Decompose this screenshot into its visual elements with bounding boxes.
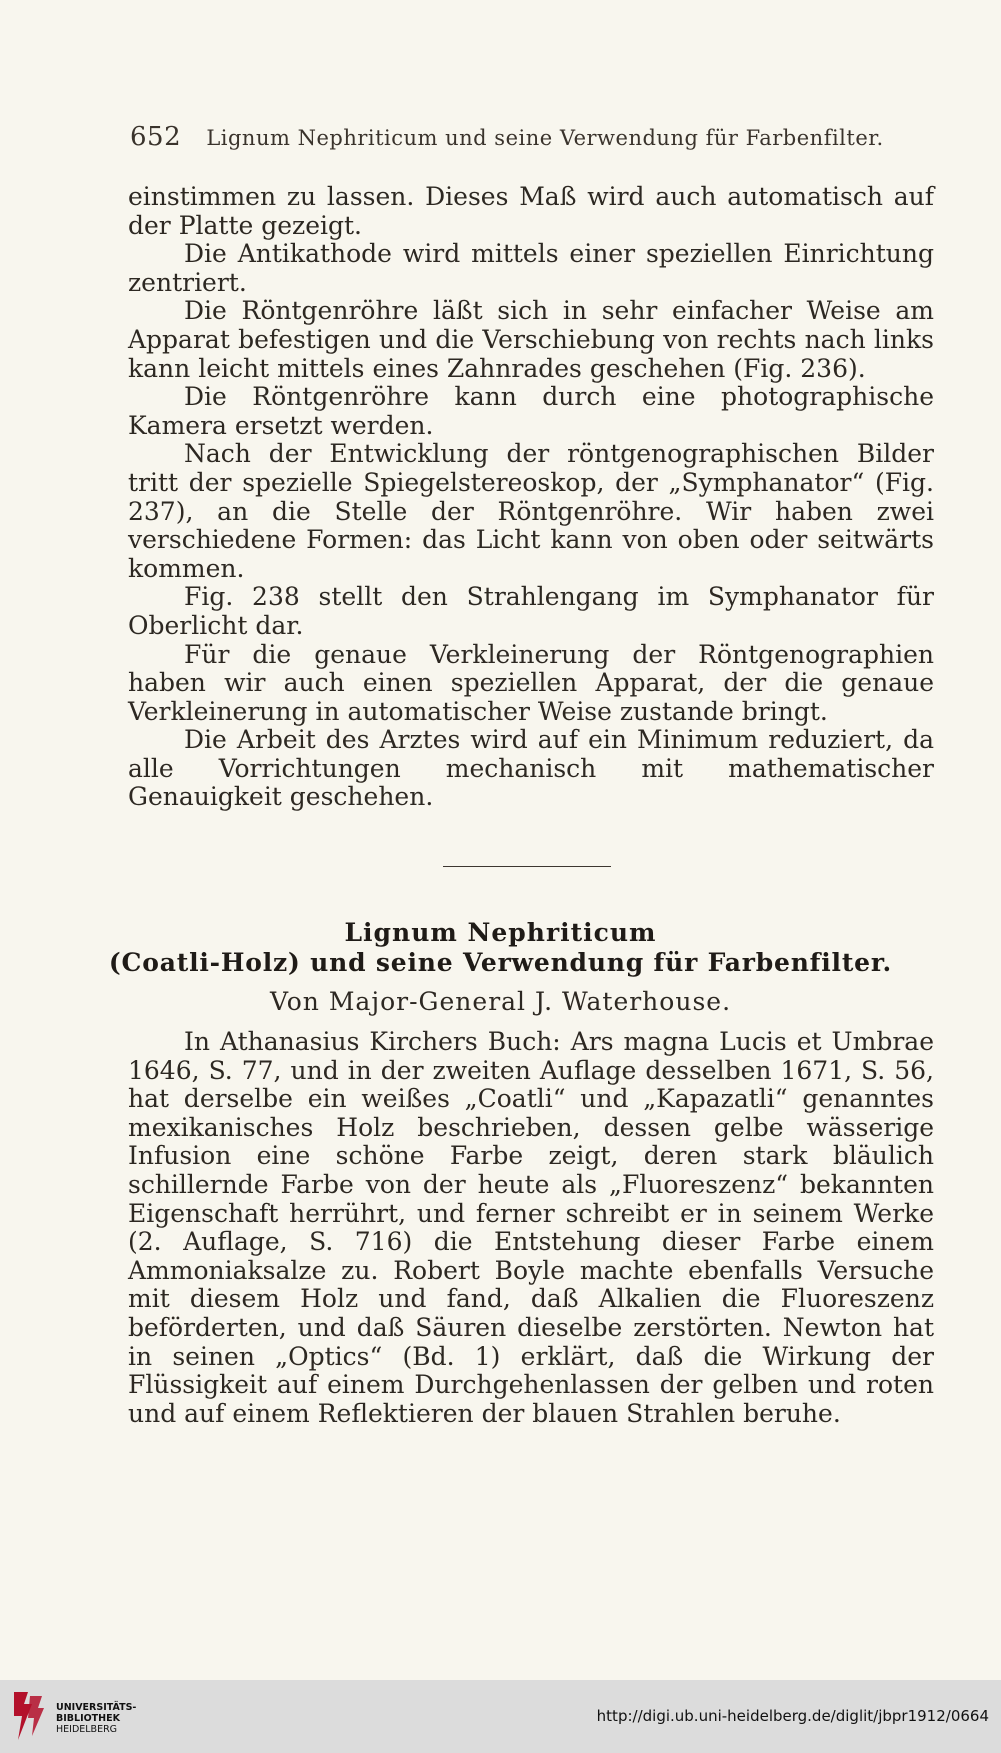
running-header [130,122,884,152]
running-title: Lignum Nephriticum und seine Verwendung für Farbenfilter. [206,126,884,150]
digitization-footer [0,1680,1001,1753]
article-body [128,1028,934,1428]
library-logo-text [56,1702,136,1735]
source-url-link[interactable]: http://digi.ub.uni-heidelberg.de/diglit/jbpr1912/0664 [596,1707,989,1725]
paragraph: Für die genaue Verkleinerung der Röntgenographien haben wir auch einen speziellen Apparat, der die genaue Verkleinerung in automatischer Weise zustande bringt. [128,639,934,726]
article-subtitle: (Coatli-Holz) und seine Verwendung für Farbenfilter. [108,948,893,977]
library-logo-icon [10,1690,46,1742]
paragraph: Die Röntgenröhre kann durch eine photographische Kamera ersetzt werden. [128,382,934,440]
paragraph: Die Antikathode wird mittels einer speziellen Einrichtung zentriert. [128,239,934,297]
logo-line: UNIVERSITÄTS- [56,1702,137,1713]
article-byline: Von Major-General J. Waterhouse. [269,987,732,1016]
paragraph: Fig. 238 stellt den Strahlengang im Symphanator für Oberlicht dar. [128,582,934,640]
paragraph: Die Röntgenröhre läßt sich in sehr einfacher Weise am Apparat befestigen und die Verschiebung von rechts nach links kann leicht mittels eines Zahnrades geschehen (Fig. 236). [128,296,934,383]
paragraph: In Athanasius Kirchers Buch: Ars magna Lucis et Umbrae 1646, S. 77, und in der zweiten Auflage desselben 1671, S. 56, hat derselbe ein weißes „Coatli“ und „Kapazatli“ genanntes mexikanisches Holz beschrieben, dessen gelbe wässerige Infusion eine schöne Farbe zeigt, deren stark bläulich schillernde Farbe von der heute als „Fluoreszenz“ bekannten Eigenschaft herrührt, und ferner schreibt er in seinem Werke (2. Auflage, S. 716) die Entstehung dieser Farbe einem Ammoniaksalze zu. Robert Boyle machte ebenfalls Versuche mit diesem Holz und fand, daß Alkalien die Fluoreszenz beförderten, und daß Säuren dieselbe zerstörten. Newton hat in seinen „Optics“ (Bd. 1) erklärt, daß die Wirkung der Flüssigkeit auf einem Durchgehenlassen der gelben und roten und auf einem Reflektieren der blauen Strahlen beruhe. [128,1027,934,1428]
page-number: 652 [130,122,182,152]
paragraph: Nach der Entwicklung der röntgenographischen Bilder tritt der spezielle Spiegelstereoskop, der „Symphanator“ (Fig. 237), an die Stelle der Röntgenröhre. Wir haben zwei verschiedene Formen: das Licht kann von oben oder seitwärts kommen. [128,439,934,583]
logo-line: BIBLIOTHEK [56,1713,120,1724]
logo-line: HEIDELBERG [56,1724,118,1735]
section-continued-text [128,183,934,812]
paragraph: Die Arbeit des Arztes wird auf ein Minimum reduziert, da alle Vorrichtungen mechanisch mit mathematischer Genauigkeit geschehen. [128,725,934,812]
article-title: Lignum Nephriticum [344,918,657,947]
paragraph: einstimmen zu lassen. Dieses Maß wird auch automatisch auf der Platte gezeigt. [128,182,934,240]
section-divider [443,866,611,867]
